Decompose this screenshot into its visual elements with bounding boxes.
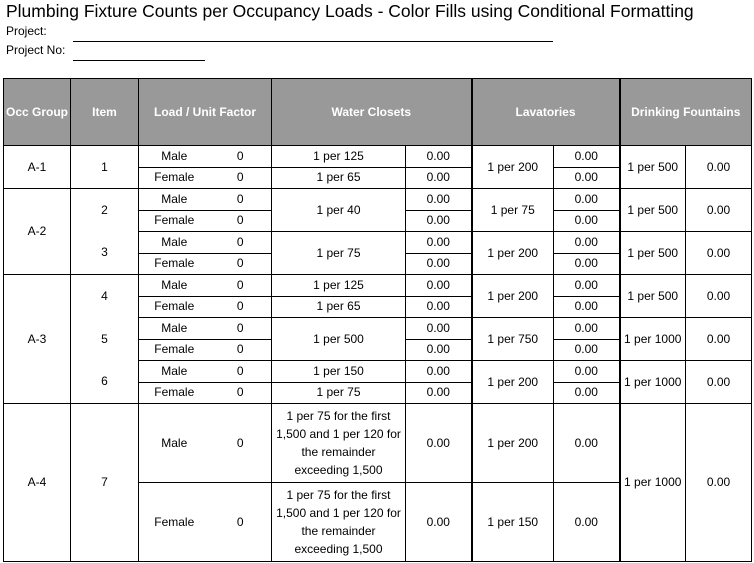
- table-row: [4, 146, 752, 168]
- table-row: [4, 404, 752, 483]
- wc-value-cell: 0.00: [406, 232, 472, 254]
- lav-value-cell: 0.00: [554, 232, 620, 254]
- wc-value-cell: 0.00: [406, 404, 472, 483]
- item-cell: 1: [71, 146, 139, 189]
- item-cell: 6: [71, 361, 139, 404]
- wc-value-cell: 0.00: [406, 253, 472, 275]
- wc-ratio-cell: 1 per 75 for the first 1,500 and 1 per 120 for the remainder exceeding 1,500: [272, 404, 406, 483]
- project-no-label: Project No:: [6, 43, 66, 57]
- load-cell[interactable]: 0: [210, 318, 272, 340]
- lav-value-cell: 0.00: [554, 167, 620, 189]
- lav-ratio-cell: 1 per 75: [472, 189, 554, 232]
- lav-ratio-cell: 1 per 200: [472, 404, 554, 483]
- df-value-cell: 0.00: [686, 361, 752, 404]
- lav-ratio-cell: 1 per 200: [472, 361, 554, 404]
- sex-cell: Male: [139, 146, 210, 168]
- sex-cell: Female: [139, 483, 210, 562]
- lav-ratio-cell: 1 per 150: [472, 483, 554, 562]
- lav-value-cell: 0.00: [554, 296, 620, 318]
- load-cell[interactable]: 0: [210, 275, 272, 297]
- df-value-cell: 0.00: [686, 404, 752, 562]
- df-ratio-cell: 1 per 1000: [620, 404, 686, 562]
- wc-value-cell: 0.00: [406, 483, 472, 562]
- table-row: [4, 275, 752, 297]
- load-cell[interactable]: 0: [210, 339, 272, 361]
- lav-value-cell: 0.00: [554, 382, 620, 404]
- lav-value-cell: 0.00: [554, 210, 620, 232]
- lav-ratio-cell: 1 per 200: [472, 275, 554, 318]
- load-cell[interactable]: 0: [210, 210, 272, 232]
- sex-cell: Female: [139, 210, 210, 232]
- wc-ratio-cell: 1 per 150: [272, 361, 406, 383]
- page-title: Plumbing Fixture Counts per Occupancy Loads - Color Fills using Conditional Formatting: [6, 1, 694, 21]
- col-water-closets: Water Closets: [272, 79, 472, 146]
- col-load: Load / Unit Factor: [139, 79, 272, 146]
- load-cell[interactable]: 0: [210, 232, 272, 254]
- df-value-cell: 0.00: [686, 232, 752, 275]
- item-cell: 7: [71, 404, 139, 562]
- table-row: [4, 318, 752, 340]
- df-ratio-cell: 1 per 1000: [620, 318, 686, 361]
- sex-cell: Male: [139, 404, 210, 483]
- sex-cell: Female: [139, 382, 210, 404]
- sex-cell: Male: [139, 318, 210, 340]
- lav-ratio-cell: 1 per 200: [472, 146, 554, 189]
- table-row: [4, 232, 752, 254]
- sex-cell: Male: [139, 189, 210, 211]
- wc-value-cell: 0.00: [406, 361, 472, 383]
- col-item: Item: [71, 79, 139, 146]
- wc-ratio-cell: 1 per 65: [272, 296, 406, 318]
- wc-ratio-cell: 1 per 125: [272, 146, 406, 168]
- header-row: [4, 79, 752, 146]
- wc-value-cell: 0.00: [406, 275, 472, 297]
- load-cell[interactable]: 0: [210, 296, 272, 318]
- project-field[interactable]: [73, 41, 553, 42]
- lav-value-cell: 0.00: [554, 189, 620, 211]
- wc-value-cell: 0.00: [406, 167, 472, 189]
- wc-value-cell: 0.00: [406, 296, 472, 318]
- wc-value-cell: 0.00: [406, 210, 472, 232]
- load-cell[interactable]: 0: [210, 167, 272, 189]
- lav-ratio-cell: 1 per 750: [472, 318, 554, 361]
- item-cell: 3: [71, 232, 139, 275]
- item-cell: 4: [71, 275, 139, 318]
- lav-value-cell: 0.00: [554, 404, 620, 483]
- load-cell[interactable]: 0: [210, 189, 272, 211]
- wc-ratio-cell: 1 per 65: [272, 167, 406, 189]
- item-cell: 2: [71, 189, 139, 232]
- wc-ratio-cell: 1 per 125: [272, 275, 406, 297]
- sex-cell: Female: [139, 296, 210, 318]
- load-cell[interactable]: 0: [210, 404, 272, 483]
- df-value-cell: 0.00: [686, 275, 752, 318]
- col-drinking-fountains: Drinking Fountains: [620, 79, 752, 146]
- sex-cell: Female: [139, 253, 210, 275]
- sex-cell: Female: [139, 167, 210, 189]
- occ-group-cell: A-4: [4, 404, 71, 562]
- lav-value-cell: 0.00: [554, 318, 620, 340]
- lav-value-cell: 0.00: [554, 339, 620, 361]
- wc-ratio-cell: 1 per 75: [272, 232, 406, 275]
- sex-cell: Male: [139, 232, 210, 254]
- load-cell[interactable]: 0: [210, 382, 272, 404]
- table-row: [4, 189, 752, 211]
- wc-value-cell: 0.00: [406, 146, 472, 168]
- project-label: Project:: [6, 24, 47, 38]
- wc-value-cell: 0.00: [406, 382, 472, 404]
- lav-value-cell: 0.00: [554, 146, 620, 168]
- wc-value-cell: 0.00: [406, 189, 472, 211]
- load-cell[interactable]: 0: [210, 146, 272, 168]
- table-row: [4, 361, 752, 383]
- project-no-field[interactable]: [73, 60, 205, 61]
- wc-ratio-cell: 1 per 75 for the first 1,500 and 1 per 120 for the remainder exceeding 1,500: [272, 483, 406, 562]
- wc-value-cell: 0.00: [406, 339, 472, 361]
- df-ratio-cell: 1 per 500: [620, 146, 686, 189]
- lav-ratio-cell: 1 per 200: [472, 232, 554, 275]
- df-ratio-cell: 1 per 500: [620, 189, 686, 232]
- wc-ratio-cell: 1 per 40: [272, 189, 406, 232]
- occ-group-cell: A-2: [4, 189, 71, 275]
- load-cell[interactable]: 0: [210, 361, 272, 383]
- wc-ratio-cell: 1 per 75: [272, 382, 406, 404]
- sex-cell: Male: [139, 275, 210, 297]
- load-cell[interactable]: 0: [210, 483, 272, 562]
- col-lavatories: Lavatories: [472, 79, 620, 146]
- df-value-cell: 0.00: [686, 189, 752, 232]
- item-cell: 5: [71, 318, 139, 361]
- col-occ-group: Occ Group: [4, 79, 71, 146]
- occ-group-cell: A-1: [4, 146, 71, 189]
- sex-cell: Male: [139, 361, 210, 383]
- df-value-cell: 0.00: [686, 318, 752, 361]
- fixture-table: [3, 78, 752, 562]
- df-ratio-cell: 1 per 1000: [620, 361, 686, 404]
- occ-group-cell: A-3: [4, 275, 71, 404]
- load-cell[interactable]: 0: [210, 253, 272, 275]
- wc-ratio-cell: 1 per 500: [272, 318, 406, 361]
- df-value-cell: 0.00: [686, 146, 752, 189]
- sex-cell: Female: [139, 339, 210, 361]
- lav-value-cell: 0.00: [554, 275, 620, 297]
- lav-value-cell: 0.00: [554, 483, 620, 562]
- lav-value-cell: 0.00: [554, 361, 620, 383]
- df-ratio-cell: 1 per 500: [620, 275, 686, 318]
- wc-value-cell: 0.00: [406, 318, 472, 340]
- df-ratio-cell: 1 per 500: [620, 232, 686, 275]
- lav-value-cell: 0.00: [554, 253, 620, 275]
